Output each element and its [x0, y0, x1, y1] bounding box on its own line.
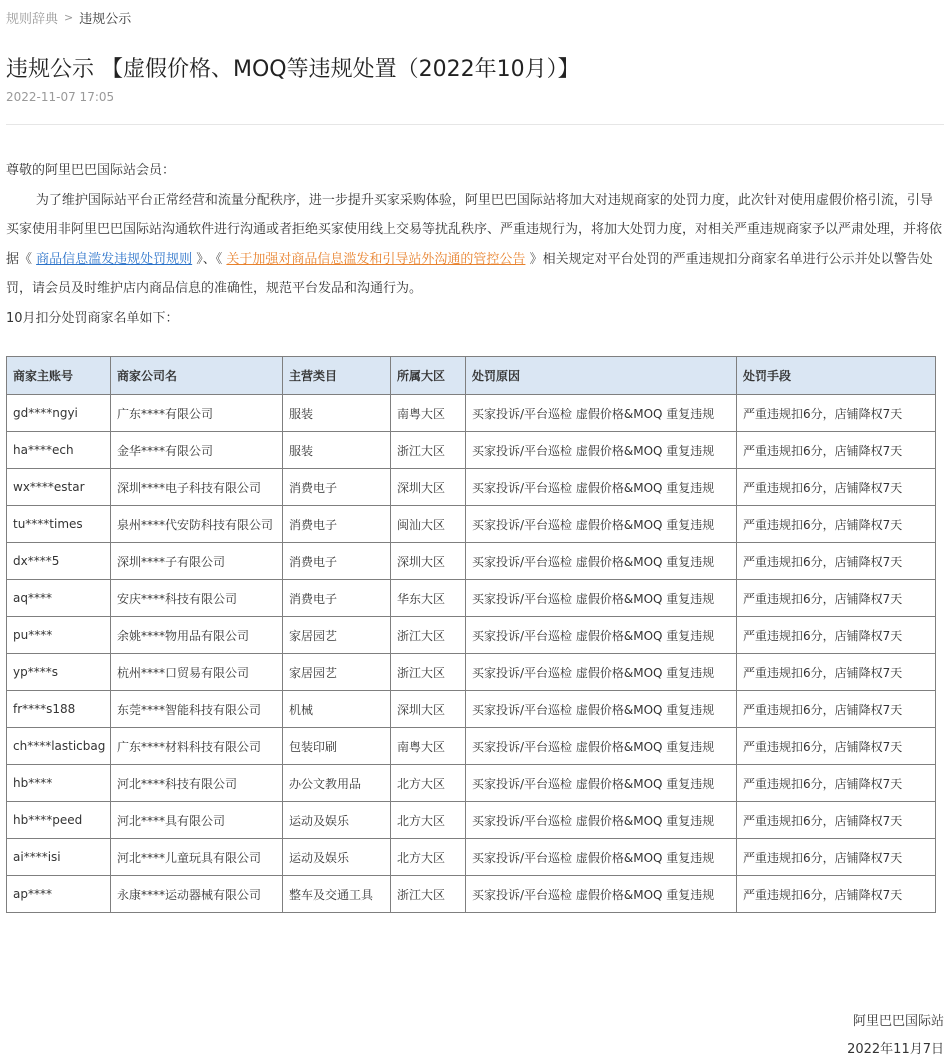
- column-header: 处罚手段: [737, 357, 936, 395]
- region-cell: 深圳大区: [391, 543, 466, 580]
- category-cell: 运动及娱乐: [283, 802, 391, 839]
- region-cell: 北方大区: [391, 839, 466, 876]
- table-row: [7, 765, 936, 802]
- category-cell: 消费电子: [283, 469, 391, 506]
- announcement-link-control[interactable]: 关于加强对商品信息滥发和引导站外沟通的管控公告: [226, 251, 526, 267]
- penalty-table: [6, 356, 936, 913]
- penalty-cell: 严重违规扣6分，店铺降权7天: [737, 580, 936, 617]
- body-text-3: 》相关规定对平台处罚的严重违规扣分商家名单进行公示并处以警告处罚，请会员及时维护店内商品信息的准确性，规范平台发品和沟通行为。: [6, 251, 933, 296]
- reason-cell: 买家投诉/平台巡检 虚假价格&MOQ 重复违规: [466, 876, 737, 913]
- region-cell: 北方大区: [391, 802, 466, 839]
- body-text-2: 》、《: [192, 251, 227, 267]
- penalty-cell: 严重违规扣6分，店铺降权7天: [737, 839, 936, 876]
- table-row: [7, 506, 936, 543]
- table-row: [7, 802, 936, 839]
- category-cell: 机械: [283, 691, 391, 728]
- region-cell: 闽汕大区: [391, 506, 466, 543]
- table-row: [7, 654, 936, 691]
- penalty-cell: 严重违规扣6分，店铺降权7天: [737, 543, 936, 580]
- category-cell: 消费电子: [283, 506, 391, 543]
- region-cell: 浙江大区: [391, 876, 466, 913]
- category-cell: 消费电子: [283, 580, 391, 617]
- company-cell: 杭州****口贸易有限公司: [111, 654, 283, 691]
- article-body: [6, 156, 942, 333]
- reason-cell: 买家投诉/平台巡检 虚假价格&MOQ 重复违规: [466, 432, 737, 469]
- region-cell: 南粤大区: [391, 728, 466, 765]
- company-cell: 东莞****智能科技有限公司: [111, 691, 283, 728]
- reason-cell: 买家投诉/平台巡检 虚假价格&MOQ 重复违规: [466, 728, 737, 765]
- column-header: 所属大区: [391, 357, 466, 395]
- company-cell: 安庆****科技有限公司: [111, 580, 283, 617]
- table-row: [7, 617, 936, 654]
- table-header-row: [7, 357, 936, 395]
- category-cell: 运动及娱乐: [283, 839, 391, 876]
- penalty-cell: 严重违规扣6分，店铺降权7天: [737, 691, 936, 728]
- table-row: [7, 469, 936, 506]
- reason-cell: 买家投诉/平台巡检 虚假价格&MOQ 重复违规: [466, 691, 737, 728]
- company-cell: 深圳****电子科技有限公司: [111, 469, 283, 506]
- breadcrumb: [6, 8, 131, 27]
- footer-date: 2022年11月7日: [847, 1042, 944, 1057]
- breadcrumb-separator-icon: >: [64, 11, 74, 24]
- table-row: [7, 876, 936, 913]
- company-cell: 金华****有限公司: [111, 432, 283, 469]
- region-cell: 浙江大区: [391, 432, 466, 469]
- publish-date: 2022-11-07 17:05: [6, 90, 115, 104]
- reason-cell: 买家投诉/平台巡检 虚假价格&MOQ 重复违规: [466, 580, 737, 617]
- penalty-cell: 严重违规扣6分，店铺降权7天: [737, 728, 936, 765]
- column-header: 商家主账号: [7, 357, 111, 395]
- divider: [6, 124, 944, 125]
- table-row: [7, 839, 936, 876]
- category-cell: 家居园艺: [283, 654, 391, 691]
- penalty-cell: 严重违规扣6分，店铺降权7天: [737, 395, 936, 432]
- region-cell: 浙江大区: [391, 617, 466, 654]
- body-paragraph: [6, 186, 942, 304]
- table-row: [7, 395, 936, 432]
- region-cell: 华东大区: [391, 580, 466, 617]
- penalty-cell: 严重违规扣6分，店铺降权7天: [737, 432, 936, 469]
- company-cell: 余姚****物用品有限公司: [111, 617, 283, 654]
- company-cell: 广东****材料科技有限公司: [111, 728, 283, 765]
- table-body: [7, 395, 936, 913]
- account-cell: hb****: [7, 765, 111, 802]
- account-cell: tu****times: [7, 506, 111, 543]
- reason-cell: 买家投诉/平台巡检 虚假价格&MOQ 重复违规: [466, 617, 737, 654]
- penalty-cell: 严重违规扣6分，店铺降权7天: [737, 469, 936, 506]
- region-cell: 深圳大区: [391, 691, 466, 728]
- category-cell: 服装: [283, 395, 391, 432]
- company-cell: 河北****儿童玩具有限公司: [111, 839, 283, 876]
- penalty-cell: 严重违规扣6分，店铺降权7天: [737, 506, 936, 543]
- company-cell: 广东****有限公司: [111, 395, 283, 432]
- company-cell: 永康****运动器械有限公司: [111, 876, 283, 913]
- category-cell: 包装印刷: [283, 728, 391, 765]
- region-cell: 北方大区: [391, 765, 466, 802]
- category-cell: 整车及交通工具: [283, 876, 391, 913]
- account-cell: ap****: [7, 876, 111, 913]
- greeting: 尊敬的阿里巴巴国际站会员：: [6, 163, 176, 178]
- table-row: [7, 691, 936, 728]
- account-cell: dx****5: [7, 543, 111, 580]
- column-header: 处罚原因: [466, 357, 737, 395]
- rule-link-info-spam[interactable]: 商品信息滥发违规处罚规则: [36, 251, 193, 267]
- reason-cell: 买家投诉/平台巡检 虚假价格&MOQ 重复违规: [466, 839, 737, 876]
- table-row: [7, 728, 936, 765]
- reason-cell: 买家投诉/平台巡检 虚假价格&MOQ 重复违规: [466, 654, 737, 691]
- breadcrumb-current: 违规公示: [79, 12, 132, 27]
- column-header: 主营类目: [283, 357, 391, 395]
- company-cell: 河北****具有限公司: [111, 802, 283, 839]
- penalty-cell: 严重违规扣6分，店铺降权7天: [737, 617, 936, 654]
- region-cell: 浙江大区: [391, 654, 466, 691]
- column-header: 商家公司名: [111, 357, 283, 395]
- reason-cell: 买家投诉/平台巡检 虚假价格&MOQ 重复违规: [466, 543, 737, 580]
- account-cell: wx****estar: [7, 469, 111, 506]
- account-cell: ha****ech: [7, 432, 111, 469]
- reason-cell: 买家投诉/平台巡检 虚假价格&MOQ 重复违规: [466, 506, 737, 543]
- account-cell: yp****s: [7, 654, 111, 691]
- reason-cell: 买家投诉/平台巡检 虚假价格&MOQ 重复违规: [466, 395, 737, 432]
- account-cell: hb****peed: [7, 802, 111, 839]
- table-row: [7, 543, 936, 580]
- penalty-cell: 严重违规扣6分，店铺降权7天: [737, 654, 936, 691]
- penalty-cell: 严重违规扣6分，店铺降权7天: [737, 876, 936, 913]
- table-row: [7, 432, 936, 469]
- account-cell: fr****s188: [7, 691, 111, 728]
- penalty-cell: 严重违规扣6分，店铺降权7天: [737, 765, 936, 802]
- account-cell: ch****lasticbag: [7, 728, 111, 765]
- table-row: [7, 580, 936, 617]
- company-cell: 深圳****子有限公司: [111, 543, 283, 580]
- body-text-1: 为了维护国际站平台正常经营和流量分配秩序，进一步提升买家采购体验，阿里巴巴国际站将加大对违规商家的处罚力度，此次针对使用虚假价格引流，引导买家使用非阿里巴巴国际站沟通软件进行沟通或者拒绝买家使用线上交易等扰乱秩序、严重违规行为，将加大处罚力度，对相关严重违规商家予以严肃处理，并将依据《: [6, 192, 943, 267]
- account-cell: pu****: [7, 617, 111, 654]
- breadcrumb-parent-link[interactable]: 规则辞典: [6, 12, 59, 27]
- category-cell: 服装: [283, 432, 391, 469]
- reason-cell: 买家投诉/平台巡检 虚假价格&MOQ 重复违规: [466, 802, 737, 839]
- list-intro: 10月扣分处罚商家名单如下：: [6, 310, 179, 326]
- reason-cell: 买家投诉/平台巡检 虚假价格&MOQ 重复违规: [466, 469, 737, 506]
- account-cell: ai****isi: [7, 839, 111, 876]
- category-cell: 消费电子: [283, 543, 391, 580]
- company-cell: 河北****科技有限公司: [111, 765, 283, 802]
- company-cell: 泉州****代安防科技有限公司: [111, 506, 283, 543]
- account-cell: aq****: [7, 580, 111, 617]
- category-cell: 办公文教用品: [283, 765, 391, 802]
- page-title: 违规公示 【虚假价格、MOQ等违规处置（2022年10月）】: [6, 57, 580, 82]
- category-cell: 家居园艺: [283, 617, 391, 654]
- reason-cell: 买家投诉/平台巡检 虚假价格&MOQ 重复违规: [466, 765, 737, 802]
- region-cell: 南粤大区: [391, 395, 466, 432]
- account-cell: gd****ngyi: [7, 395, 111, 432]
- footer-org: 阿里巴巴国际站: [852, 1014, 944, 1029]
- penalty-cell: 严重违规扣6分，店铺降权7天: [737, 802, 936, 839]
- region-cell: 深圳大区: [391, 469, 466, 506]
